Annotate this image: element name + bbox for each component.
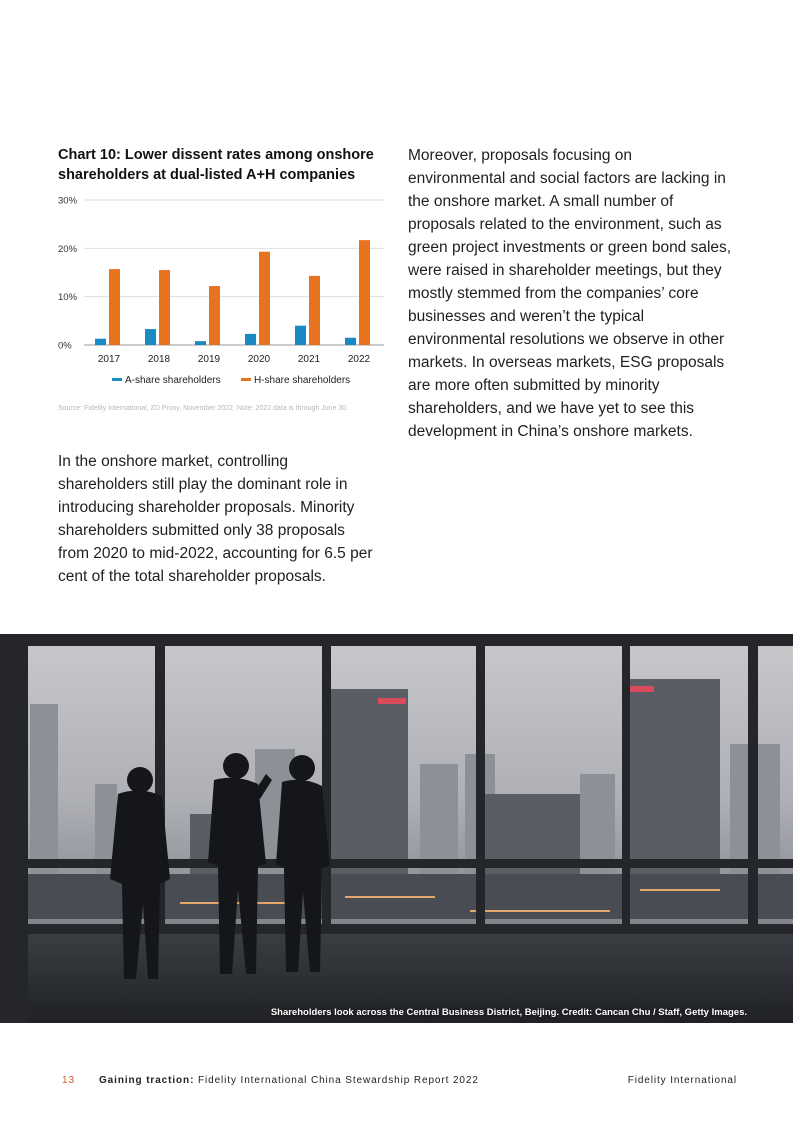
chart-title: Chart 10: Lower dissent rates among onshore shareholders at dual-listed A+H companies: [58, 147, 374, 183]
a-share-bar: [345, 338, 356, 345]
y-tick-label: 10%: [58, 292, 78, 304]
legend-label: H-share shareholders: [254, 375, 351, 386]
x-tick-label: 2021: [297, 354, 321, 365]
y-tick-label: 20%: [58, 243, 78, 255]
photo-caption: Shareholders look across the Central Business District, Beijing. Credit: Cancan Chu / Staff, Getty Images.: [270, 1007, 747, 1018]
legend-label: A-share shareholders: [125, 375, 221, 386]
page-number: 13: [62, 1075, 75, 1086]
page-footer: [0, 1075, 793, 1091]
y-tick-label: 0%: [58, 340, 72, 352]
x-tick-label: 2019: [197, 354, 221, 365]
x-tick-label: 2017: [97, 354, 121, 365]
h-share-bar: [209, 286, 220, 345]
office-window-illustration: [0, 634, 793, 1023]
x-tick-label: 2020: [247, 354, 271, 365]
x-tick-label: 2018: [147, 354, 171, 365]
h-share-bar: [359, 240, 370, 345]
right-paragraph: Moreover, proposals focusing on environmental and social factors are lacking in the onshore market. A small number of proposals related to the environment, such as green project investments or green bond sales, were raised in shareholder meetings, but they mostly stemmed from the companies’ core businesses and weren’t the typical environmental resolutions we observe in other markets. In overseas markets, ESG proposals are more often submitted by minority shareholders, and we have yet to see this development in China’s onshore markets.: [408, 147, 732, 440]
legend-swatch: [112, 378, 122, 381]
h-share-bar: [259, 252, 270, 345]
report-title-rest: Fidelity International China Stewardship Report 2022: [194, 1075, 479, 1086]
left-paragraph: In the onshore market, controlling shareholders still play the dominant role in introducing shareholder proposals. Minority shareholders submitted only 38 proposals from 2020 to mid-2022, accounting for 6.5 per cent of the total shareholder proposals.: [58, 453, 373, 585]
a-share-bar: [245, 334, 256, 345]
brand-name: Fidelity International: [627, 1075, 737, 1086]
report-title: [99, 1075, 479, 1086]
x-tick-label: 2022: [347, 354, 371, 365]
cbd-photo: [0, 634, 793, 1023]
report-title-bold: Gaining traction:: [99, 1075, 195, 1086]
y-tick-label: 30%: [58, 195, 78, 207]
a-share-bar: [145, 329, 156, 345]
h-share-bar: [309, 276, 320, 345]
h-share-bar: [159, 270, 170, 345]
a-share-bar: [195, 341, 206, 345]
bar-chart: [50, 190, 390, 395]
legend-swatch: [241, 378, 251, 381]
chart-source-note: Source: Fidelity International, ZD Proxy, November 2022. Note: 2022 data is through June 30.: [58, 405, 349, 412]
a-share-bar: [295, 326, 306, 345]
a-share-bar: [95, 339, 106, 345]
h-share-bar: [109, 269, 120, 345]
